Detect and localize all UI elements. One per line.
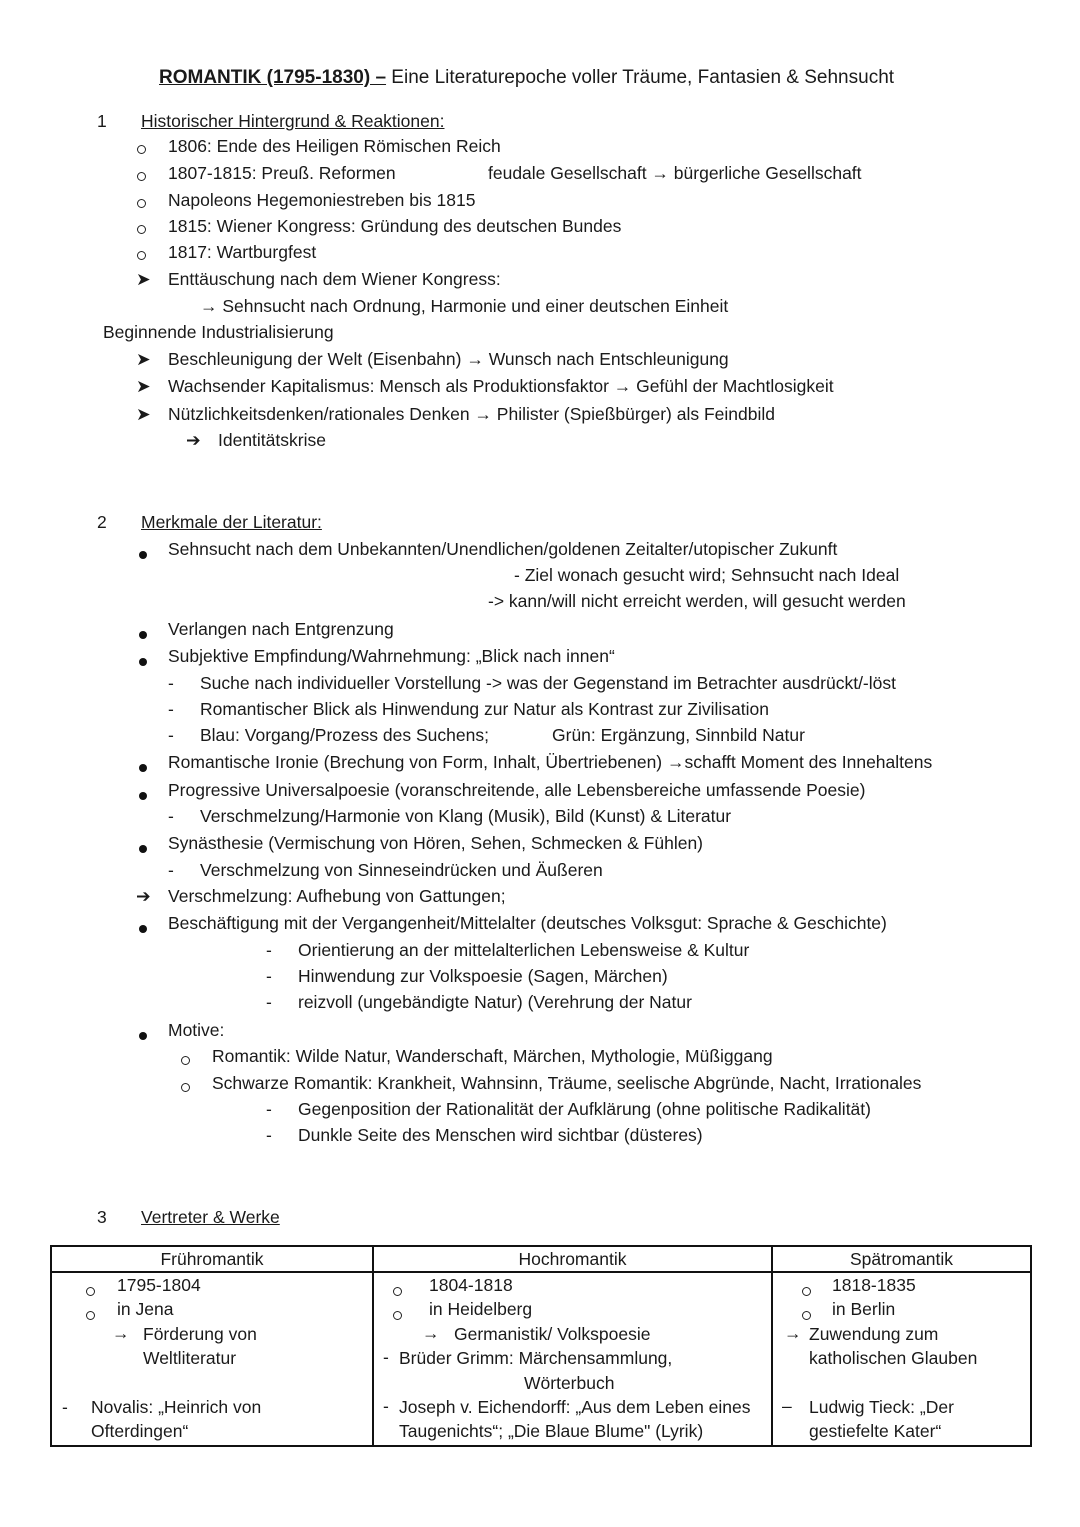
circle-bullet: [181, 1048, 190, 1070]
feature-past: Beschäftigung mit der Vergangenheit/Mittelalter (deutsches Volksgut: Sprache & Geschichte): [168, 913, 887, 933]
circle-bullet: [393, 1279, 402, 1301]
dash-bullet: -: [168, 725, 174, 745]
section3-heading: Vertreter & Werke: [141, 1207, 280, 1227]
period-work: Taugenichts“; „Die Blaue Blume" (Lyrik): [399, 1421, 704, 1441]
circle-bullet: [137, 164, 146, 186]
dash-bullet: -: [168, 699, 174, 719]
table-row: [51, 1272, 1031, 1446]
column-header: Hochromantik: [373, 1246, 772, 1272]
dot-bullet: [139, 755, 147, 777]
motive-item: Schwarze Romantik: Krankheit, Wahnsinn, Träume, seelische Abgründe, Nacht, Irrationales: [212, 1073, 922, 1093]
dot-bullet: [139, 622, 147, 644]
bold-arrow-icon: ➔: [136, 886, 151, 906]
disappointment-text: Enttäuschung nach dem Wiener Kongress:: [168, 269, 501, 289]
arrowhead-bullet-icon: ➤: [136, 349, 151, 369]
column-header: Spätromantik: [772, 1246, 1031, 1272]
history-item: 1806: Ende des Heiligen Römischen Reich: [168, 136, 501, 156]
circle-bullet: [137, 217, 146, 239]
period-work: Brüder Grimm: Märchensammlung,: [399, 1348, 673, 1368]
dash-bullet: -: [168, 806, 174, 826]
dark-sub: Dunkle Seite des Menschen wird sichtbar (düsteres): [298, 1125, 703, 1145]
fruehromantik-cell: [51, 1272, 373, 1446]
period-note: Germanistik/ Volkspoesie: [454, 1324, 651, 1344]
circle-bullet: [137, 191, 146, 213]
dash-bullet: -: [168, 860, 174, 880]
dot-bullet: [139, 542, 147, 564]
past-sub: reizvoll (ungebändigte Natur) (Verehrung der Natur: [298, 992, 692, 1012]
longing-note: - Ziel wonach gesucht wird; Sehnsucht nach Ideal: [514, 565, 900, 585]
arrowhead-bullet-icon: ➤: [136, 404, 151, 424]
dash-bullet: -: [266, 966, 272, 986]
period-work: Joseph v. Eichendorff: „Aus dem Leben eines: [399, 1397, 751, 1417]
subjective-sub: Blau: Vorgang/Prozess des Suchens;: [200, 725, 489, 745]
arrow-icon: →: [422, 1323, 440, 1343]
circle-bullet: [86, 1279, 95, 1301]
feature-irony: Romantische Ironie (Brechung von Form, Inhalt, Übertriebenen) →schafft Moment des Innehaltens: [168, 752, 933, 772]
dark-sub: Gegenposition der Rationalität der Aufklärung (ohne politische Radikalität): [298, 1099, 871, 1119]
circle-bullet: [393, 1303, 402, 1325]
circle-bullet: [137, 243, 146, 265]
section2-heading: Merkmale der Literatur:: [141, 512, 322, 532]
dash-bullet: -: [266, 1099, 272, 1119]
dash-bullet: -: [266, 992, 272, 1012]
arrow-icon: →: [112, 1323, 130, 1343]
bold-arrow-icon: ➔: [186, 430, 201, 450]
circle-bullet: [181, 1075, 190, 1097]
section1-heading: Historischer Hintergrund & Reaktionen:: [141, 111, 445, 131]
dash-bullet: -: [266, 1125, 272, 1145]
period-years: 1804-1818: [429, 1275, 513, 1295]
section1-number: 1: [97, 111, 107, 131]
period-years: 1795-1804: [117, 1275, 201, 1295]
period-note: Zuwendung zum: [809, 1324, 939, 1344]
circle-bullet: [137, 137, 146, 159]
feature-entgrenzung: Verlangen nach Entgrenzung: [168, 619, 394, 639]
dot-bullet: [139, 1023, 147, 1045]
dash-bullet: -: [266, 940, 272, 960]
synaesthesia-sub: Verschmelzung von Sinneseindrücken und Äußeren: [200, 860, 603, 880]
dash-bullet: –: [782, 1396, 792, 1416]
arrow-icon: →: [784, 1323, 802, 1343]
universal-sub: Verschmelzung/Harmonie von Klang (Musik), Bild (Kunst) & Literatur: [200, 806, 732, 826]
past-sub: Orientierung an der mittelalterlichen Lebensweise & Kultur: [298, 940, 750, 960]
feature-merge: Verschmelzung: Aufhebung von Gattungen;: [168, 886, 506, 906]
dot-bullet: [139, 916, 147, 938]
subjective-sub: Suche nach individueller Vorstellung -> was der Gegenstand im Betrachter ausdrückt/-löst: [200, 673, 896, 693]
table-header-row: [51, 1246, 1031, 1272]
period-place: in Jena: [117, 1299, 174, 1319]
dash-bullet: -: [168, 673, 174, 693]
title-rest: Eine Literaturepoche voller Träume, Fantasien & Sehnsucht: [386, 67, 895, 88]
past-sub: Hinwendung zur Volkspoesie (Sagen, Märchen): [298, 966, 668, 986]
title-main: ROMANTIK (1795-1830) –: [159, 67, 387, 88]
dot-bullet: [139, 783, 147, 805]
green-note: Grün: Ergänzung, Sinnbild Natur: [552, 725, 805, 745]
period-place: in Berlin: [832, 1299, 896, 1319]
feature-subjective: Subjektive Empfindung/Wahrnehmung: „Blick nach innen“: [168, 646, 615, 666]
period-work: gestiefelte Kater“: [809, 1421, 942, 1441]
period-work: Wörterbuch: [524, 1373, 615, 1393]
dash-bullet: -: [62, 1397, 68, 1417]
feature-longing: Sehnsucht nach dem Unbekannten/Unendlichen/goldenen Zeitalter/utopischer Zukunft: [168, 539, 838, 559]
period-place: in Heidelberg: [429, 1299, 533, 1319]
identity-crisis-text: Identitätskrise: [218, 430, 326, 450]
section2-number: 2: [97, 512, 107, 532]
industrial-item: Beschleunigung der Welt (Eisenbahn) → Wunsch nach Entschleunigung: [168, 349, 729, 369]
period-note: katholischen Glauben: [809, 1348, 978, 1368]
dash-bullet: -: [383, 1347, 389, 1367]
arrowhead-bullet-icon: ➤: [136, 376, 151, 396]
dash-bullet: -: [383, 1396, 389, 1416]
motive-item: Romantik: Wilde Natur, Wanderschaft, Märchen, Mythologie, Müßiggang: [212, 1046, 773, 1066]
subjective-sub: Romantischer Blick als Hinwendung zur Natur als Kontrast zur Zivilisation: [200, 699, 769, 719]
dot-bullet: [139, 836, 147, 858]
section3-number: 3: [97, 1207, 107, 1227]
feature-synaesthesia: Synästhesie (Vermischung von Hören, Sehen, Schmecken & Fühlen): [168, 833, 704, 853]
circle-bullet: [86, 1303, 95, 1325]
longing-text: → Sehnsucht nach Ordnung, Harmonie und einer deutschen Einheit: [200, 296, 729, 316]
feature-motives: Motive:: [168, 1020, 225, 1040]
period-note: Weltliteratur: [143, 1348, 237, 1368]
history-item: 1817: Wartburgfest: [168, 242, 317, 262]
spaetromantik-cell: [772, 1272, 1031, 1446]
period-work: Ludwig Tieck: „Der: [809, 1397, 954, 1417]
industrial-item: Nützlichkeitsdenken/rationales Denken → Philister (Spießbürger) als Feindbild: [168, 404, 775, 424]
period-work: Ofterdingen“: [91, 1421, 189, 1441]
dot-bullet: [139, 649, 147, 671]
history-item: 1807-1815: Preuß. Reformen: [168, 163, 396, 183]
period-work: Novalis: „Heinrich von: [91, 1397, 262, 1417]
society-note: feudale Gesellschaft → bürgerliche Gesellschaft: [488, 163, 862, 183]
circle-bullet: [802, 1279, 811, 1301]
longing-note: -> kann/will nicht erreicht werden, will gesucht werden: [488, 591, 906, 611]
history-item: 1815: Wiener Kongress: Gründung des deutschen Bundes: [168, 216, 622, 236]
industrial-heading: Beginnende Industrialisierung: [103, 322, 334, 342]
works-table: [50, 1245, 1032, 1447]
page-title: [159, 67, 894, 89]
period-years: 1818-1835: [832, 1275, 916, 1295]
industrial-item: Wachsender Kapitalismus: Mensch als Produktionsfaktor → Gefühl der Machtlosigkeit: [168, 376, 834, 396]
hochromantik-cell: [373, 1272, 772, 1446]
history-item: Napoleons Hegemoniestreben bis 1815: [168, 190, 476, 210]
arrowhead-bullet-icon: ➤: [136, 269, 151, 289]
period-note: Förderung von: [143, 1324, 257, 1344]
column-header: Frühromantik: [51, 1246, 373, 1272]
feature-universal: Progressive Universalpoesie (voranschreitende, alle Lebensbereiche umfassende Poesie): [168, 780, 866, 800]
